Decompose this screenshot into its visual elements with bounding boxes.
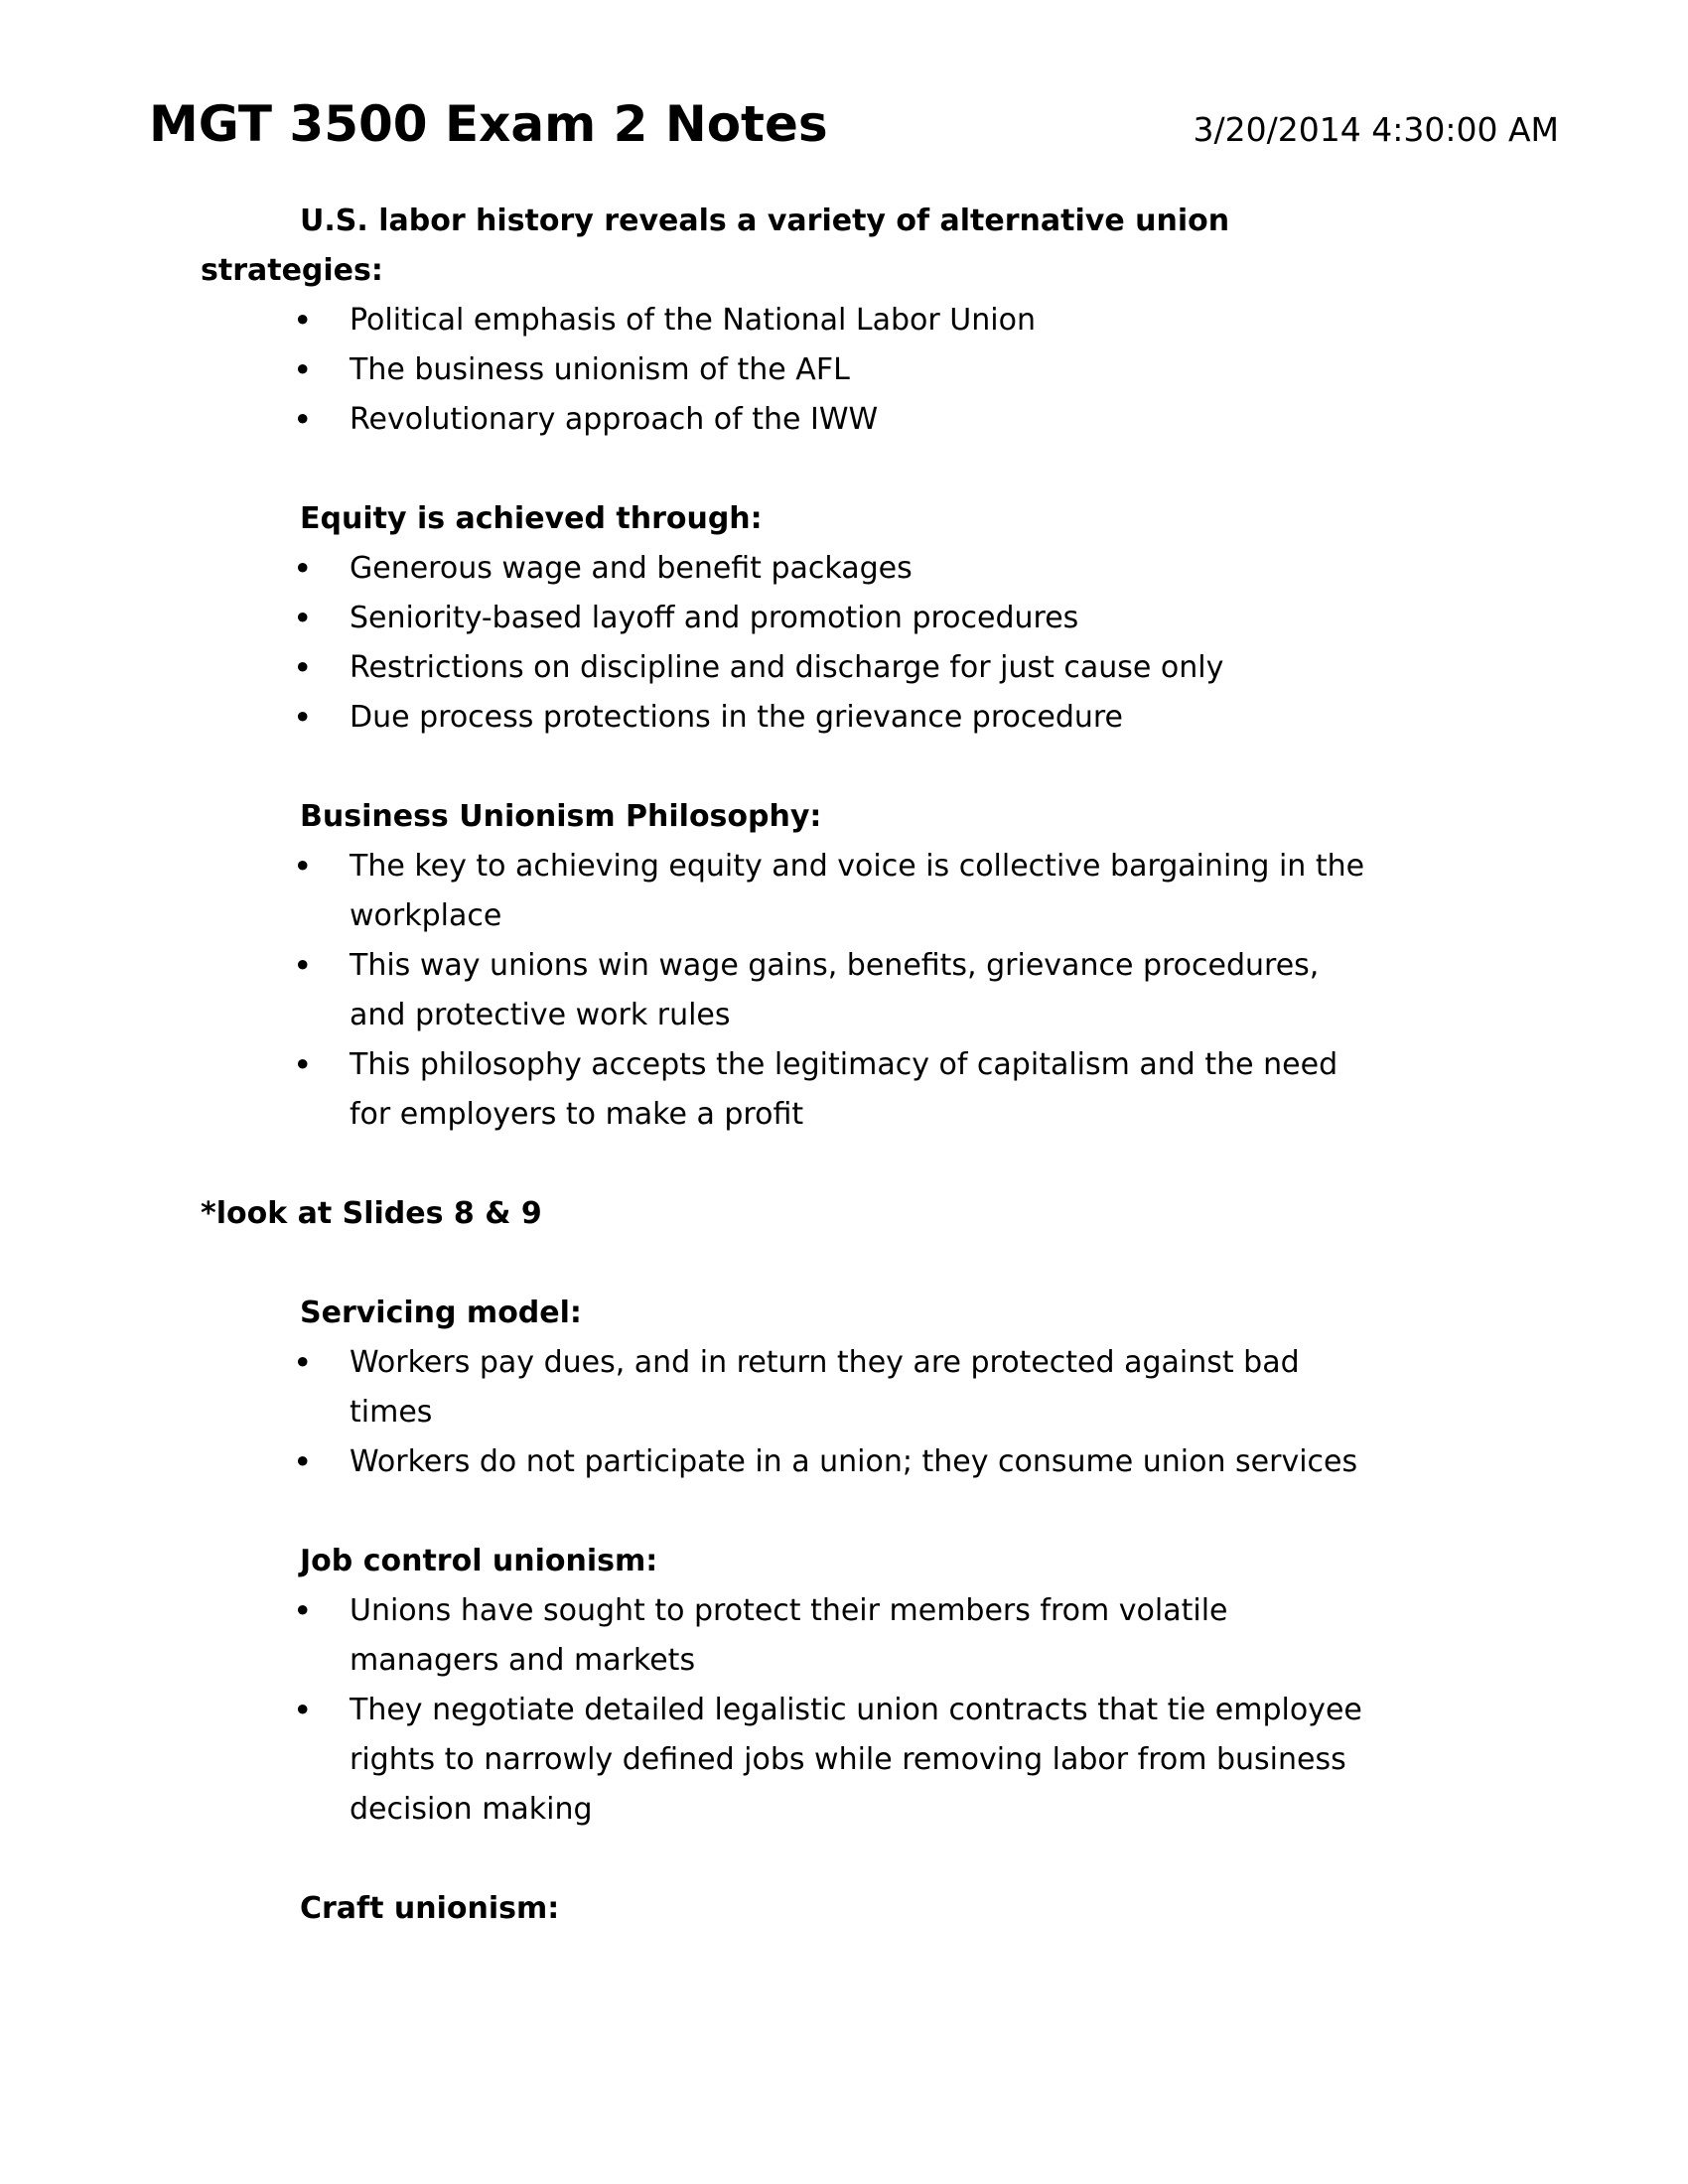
bullet-item — [201, 544, 1559, 594]
section-business-unionism-philosophy — [201, 792, 1559, 1140]
bullet-icon: • — [293, 1442, 313, 1481]
bullet-text-line: The business unionism of the AFL — [350, 352, 850, 387]
bullet-icon: • — [293, 1343, 313, 1382]
bullet-text-line: workplace — [350, 898, 502, 933]
section-heading-line: Job control unionism: — [300, 1544, 658, 1578]
section-heading-line: Equity is achieved through: — [300, 501, 763, 536]
bullet-icon: • — [293, 599, 313, 637]
bullet-icon: • — [293, 1045, 313, 1084]
bullet-icon: • — [293, 301, 313, 340]
bullet-text-line: The key to achieving equity and voice is collective bargaining in the — [350, 849, 1365, 884]
bullet-text-line: Workers do not participate in a union; they consume union services — [350, 1444, 1358, 1479]
bullet-icon: • — [293, 1591, 313, 1630]
section-heading-line: U.S. labor history reveals a variety of alternative union — [300, 204, 1230, 238]
section-heading-line: Craft unionism: — [300, 1891, 560, 1926]
bullet-item — [201, 1040, 1559, 1140]
bullet-icon: • — [293, 946, 313, 985]
section-equity — [201, 494, 1559, 743]
bullet-item — [201, 1686, 1559, 1835]
bullet-text-line: This way unions win wage gains, benefits, grievance procedures, — [350, 948, 1320, 983]
bullet-text-line: and protective work rules — [350, 998, 731, 1032]
bullet-text-line: They negotiate detailed legalistic union contracts that tie employee — [350, 1693, 1362, 1727]
bullet-text-line: decision making — [350, 1792, 593, 1827]
bullet-item — [201, 395, 1559, 445]
bullet-icon: • — [293, 350, 313, 389]
bullet-text-line: Unions have sought to protect their members from volatile — [350, 1593, 1228, 1628]
bullet-icon: • — [293, 648, 313, 687]
bullet-text-line: Generous wage and benefit packages — [350, 551, 913, 586]
bullet-icon: • — [293, 400, 313, 439]
bullet-text-line: rights to narrowly defined jobs while removing labor from business — [350, 1742, 1346, 1777]
bullet-text-line: Restrictions on discipline and discharge for just cause only — [350, 650, 1224, 685]
section-job-control-unionism — [201, 1537, 1559, 1835]
bullet-text-line: Workers pay dues, and in return they are protected against bad — [350, 1345, 1300, 1380]
bullet-text-line: managers and markets — [350, 1643, 696, 1678]
section-heading-line: strategies: — [201, 253, 383, 288]
bullet-icon: • — [293, 698, 313, 737]
section-servicing-model — [201, 1289, 1559, 1487]
slides-note — [201, 1189, 1559, 1239]
bullet-item — [201, 842, 1559, 941]
bullet-item — [201, 296, 1559, 345]
bullet-text-line: times — [350, 1395, 433, 1430]
bullet-item — [201, 1338, 1559, 1437]
note-text: *look at Slides 8 & 9 — [201, 1196, 542, 1231]
bullet-item — [201, 1586, 1559, 1686]
bullet-text-line: Due process protections in the grievance procedure — [350, 700, 1124, 735]
document-timestamp: 3/20/2014 4:30:00 AM — [1193, 110, 1559, 149]
bullet-text-line: for employers to make a profit — [350, 1097, 804, 1132]
bullet-icon: • — [293, 1691, 313, 1729]
bullet-text-line: Revolutionary approach of the IWW — [350, 402, 879, 437]
section-heading-line: Servicing model: — [300, 1296, 582, 1330]
section-union-strategies — [201, 197, 1559, 445]
section-heading-line: Business Unionism Philosophy: — [300, 799, 822, 834]
bullet-item — [201, 594, 1559, 643]
bullet-text-line: This philosophy accepts the legitimacy of capitalism and the need — [350, 1047, 1338, 1082]
bullet-item — [201, 941, 1559, 1040]
document-title: MGT 3500 Exam 2 Notes — [149, 95, 828, 153]
bullet-item — [201, 643, 1559, 693]
bullet-icon: • — [293, 847, 313, 886]
bullet-text-line: Seniority-based layoff and promotion procedures — [350, 601, 1079, 635]
document-body — [0, 149, 1688, 1934]
section-craft-unionism — [201, 1884, 1559, 1934]
bullet-text-line: Political emphasis of the National Labor Union — [350, 303, 1036, 338]
bullet-item — [201, 1437, 1559, 1487]
bullet-item — [201, 693, 1559, 743]
bullet-icon: • — [293, 549, 313, 588]
bullet-item — [201, 345, 1559, 395]
document-header — [0, 0, 1688, 153]
